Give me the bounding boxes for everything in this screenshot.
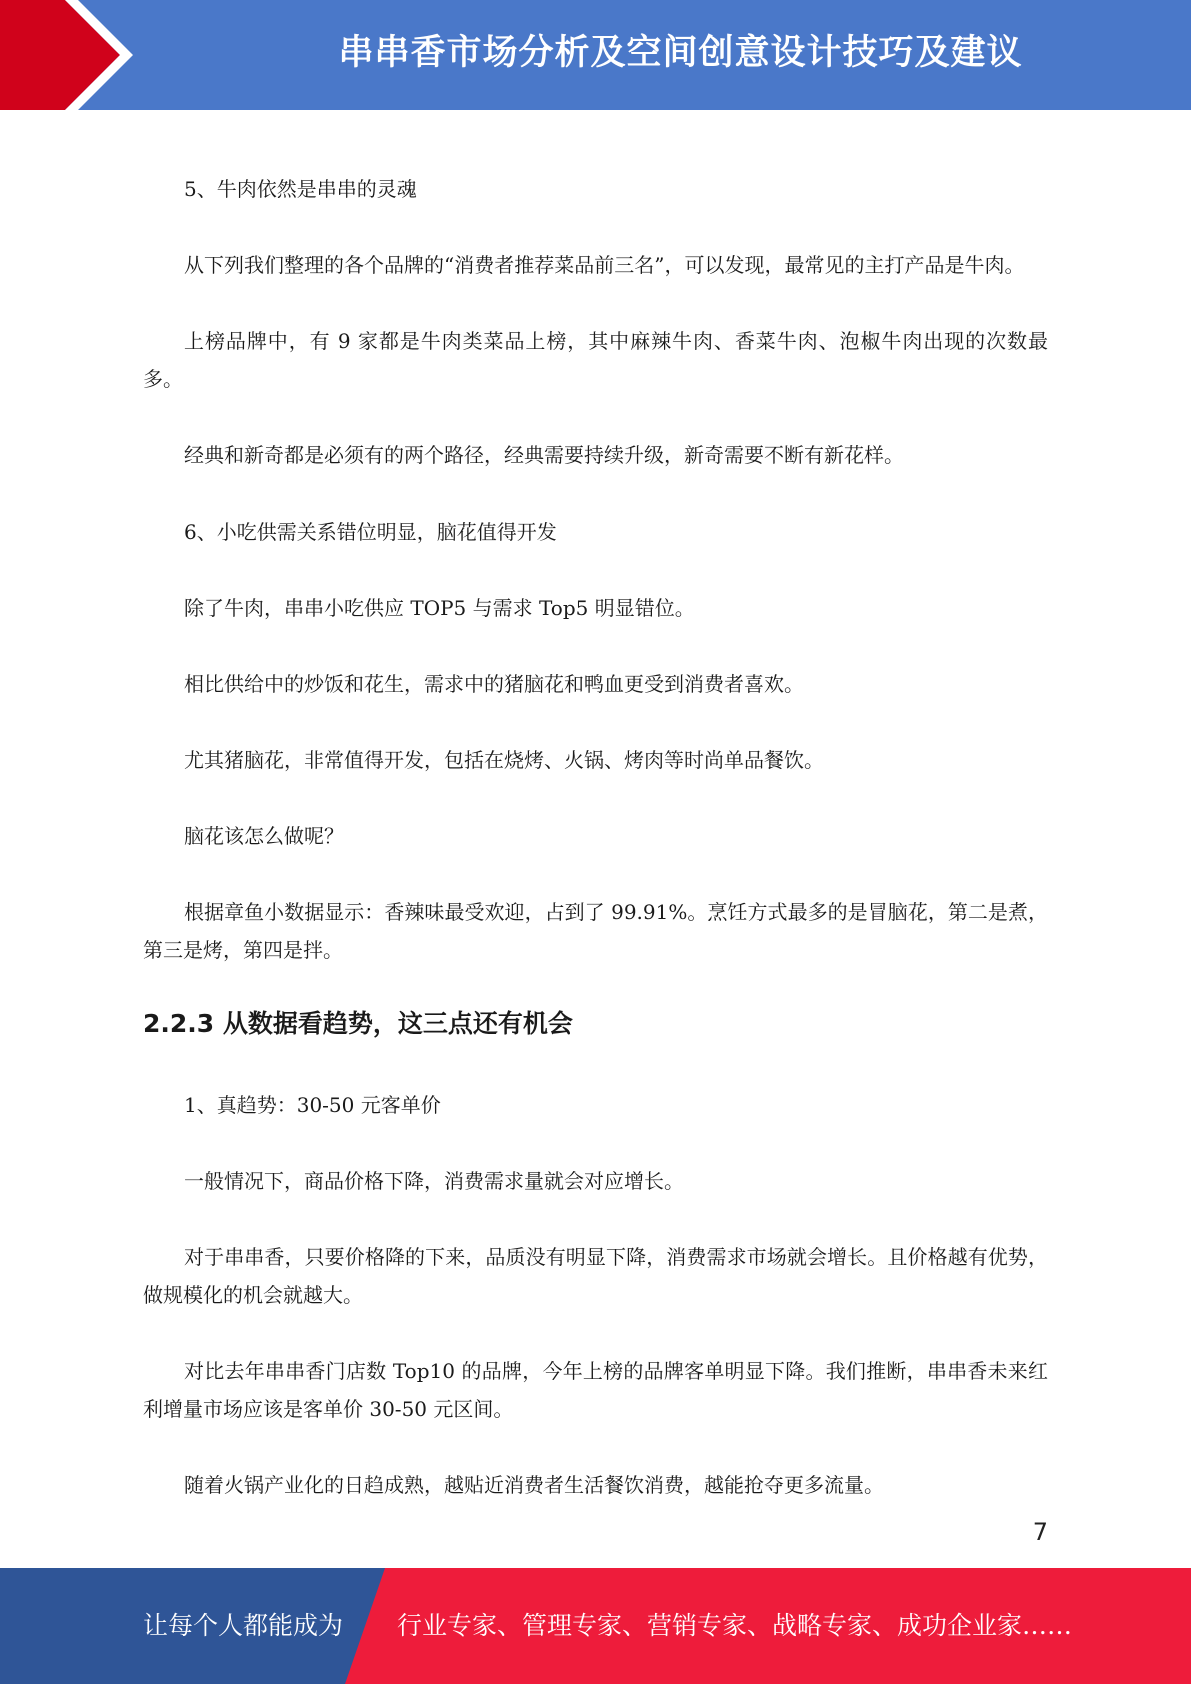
paragraph: 5、牛肉依然是串串的灵魂 — [184, 177, 417, 201]
footer-roles: 行业专家、管理专家、营销专家、战略专家、成功企业家…… — [397, 1611, 1073, 1640]
paragraph: 根据章鱼小数据显示：香辣味最受欢迎，占到了 99.91%。烹饪方式最多的是冒脑花，第二是煮，第三是烤，第四是拌。 — [143, 900, 1048, 962]
paragraph: 对比去年串串香门店数 Top10 的品牌，今年上榜的品牌客单明显下降。我们推断，串串香未来红利增量市场应该是客单价 30-50 元区间。 — [143, 1359, 1048, 1421]
paragraph: 从下列我们整理的各个品牌的“消费者推荐菜品前三名”，可以发现，最常见的主打产品是牛肉。 — [184, 253, 1025, 277]
page-header — [0, 0, 1191, 110]
paragraph: 随着火锅产业化的日趋成熟，越贴近消费者生活餐饮消费，越能抢夺更多流量。 — [184, 1473, 884, 1497]
paragraph: 尤其猪脑花，非常值得开发，包括在烧烤、火锅、烤肉等时尚单品餐饮。 — [184, 748, 824, 772]
page-footer — [0, 1568, 1191, 1684]
paragraph: 相比供给中的炒饭和花生，需求中的猪脑花和鸭血更受到消费者喜欢。 — [184, 672, 804, 696]
paragraph: 上榜品牌中，有 9 家都是牛肉类菜品上榜，其中麻辣牛肉、香菜牛肉、泡椒牛肉出现的次数最多。 — [143, 329, 1048, 391]
paragraph: 6、小吃供需关系错位明显，脑花值得开发 — [184, 520, 557, 544]
document-title: 串串香市场分析及空间创意设计技巧及建议 — [338, 33, 1023, 73]
paragraph: 1、真趋势：30-50 元客单价 — [184, 1093, 441, 1117]
chevron-arrow-icon — [0, 0, 150, 110]
paragraph: 一般情况下，商品价格下降，消费需求量就会对应增长。 — [184, 1169, 684, 1193]
paragraph: 除了牛肉，串串小吃供应 TOP5 与需求 Top5 明显错位。 — [184, 596, 695, 620]
paragraph: 脑花该怎么做呢？ — [184, 824, 344, 848]
section-heading: 2.2.3 从数据看趋势，这三点还有机会 — [143, 1009, 573, 1038]
paragraph: 对于串串香，只要价格降的下来，品质没有明显下降，消费需求市场就会增长。且价格越有优势，做规模化的机会就越大。 — [143, 1245, 1048, 1307]
page-number: 7 — [1032, 1518, 1048, 1546]
paragraph: 经典和新奇都是必须有的两个路径，经典需要持续升级，新奇需要不断有新花样。 — [184, 443, 904, 467]
footer-motto: 让每个人都能成为 — [143, 1611, 344, 1640]
